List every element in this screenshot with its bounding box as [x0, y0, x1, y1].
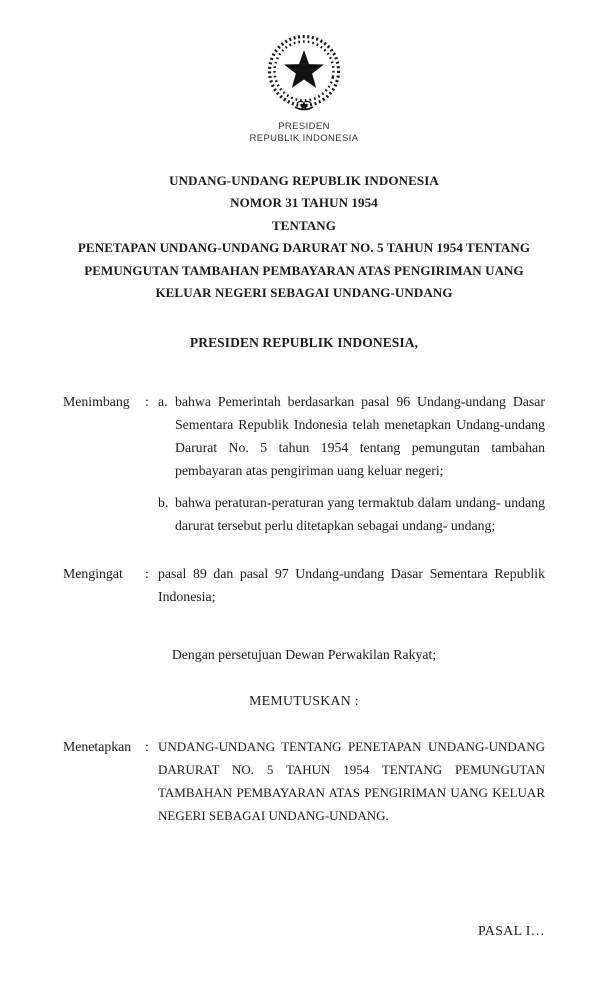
clause-label-menetapkan: Menetapkan [63, 739, 132, 755]
clause-menetapkan [63, 735, 545, 827]
document-title [63, 170, 545, 304]
title-line-2: NOMOR 31 TAHUN 1954 [230, 195, 378, 211]
clause-body-menimbang [158, 390, 545, 537]
clause-colon: : [145, 394, 149, 410]
clause-label-menimbang: Menimbang [63, 394, 130, 410]
clause-menimbang [63, 390, 545, 537]
clause-text-menetapkan: UNDANG-UNDANG TENTANG PENETAPAN UNDANG-UNDANG DARURAT NO. 5 TAHUN 1954 TENTANG PEMUNGUTAN TAMBAHAN PEMBAYARAN ATAS PENGIRIMAN UANG KELUAR NEGERI SEBAGAI UNDANG-UNDANG. [158, 739, 545, 824]
title-line-4: PENETAPAN UNDANG-UNDANG DARURAT NO. 5 TAHUN 1954 TENTANG [77, 240, 531, 256]
item-marker-b: b. [158, 495, 169, 511]
item-text-a: bahwa Pemerintah berdasarkan pasal 96 Undang-undang Dasar Sementara Republik Indonesia telah menetapkan Undang-undang Darurat No. 5 tahun 1954 tentang pemungutan tambahan pembayaran atas pengiriman uang keluar negeri; [175, 394, 545, 479]
star-icon [284, 50, 324, 88]
salutation: PRESIDEN REPUBLIK INDONESIA, [189, 335, 419, 351]
page-continuation-marker: PASAL I… [478, 923, 545, 939]
clause-mengingat [63, 562, 545, 608]
title-line-3: TENTANG [271, 217, 337, 233]
title-line-6: KELUAR NEGERI SEBAGAI UNDANG-UNDANG [155, 285, 453, 301]
presidential-seal-icon [262, 33, 346, 115]
title-line-1: UNDANG-UNDANG REPUBLIK INDONESIA [169, 173, 439, 188]
seal-caption-presiden: PRESIDEN [278, 121, 330, 132]
seal-block [63, 33, 545, 144]
clause-text-mengingat: pasal 89 dan pasal 97 Undang-undang Dasar Sementara Republik Indonesia; [158, 566, 545, 605]
clause-colon: : [145, 566, 149, 582]
memutuskan-heading: MEMUTUSKAN : [249, 693, 359, 709]
agreement-line: Dengan persetujuan Dewan Perwakilan Rakyat; [171, 647, 437, 663]
item-marker-a: a. [158, 394, 168, 410]
list-item-a [158, 390, 545, 482]
list-item-b [158, 491, 545, 537]
seal-caption-republik-indonesia: REPUBLIK INDONESIA [249, 132, 359, 144]
clause-colon: : [145, 739, 149, 755]
title-line-5: PEMUNGUTAN TAMBAHAN PEMBAYARAN ATAS PENGIRIMAN UANG [84, 262, 524, 278]
item-text-b: bahwa peraturan-peraturan yang termaktub dalam undang- undang darurat tersebut perlu ditetapkan sebagai undang- undang; [175, 495, 545, 534]
clause-label-mengingat: Mengingat [63, 566, 123, 582]
